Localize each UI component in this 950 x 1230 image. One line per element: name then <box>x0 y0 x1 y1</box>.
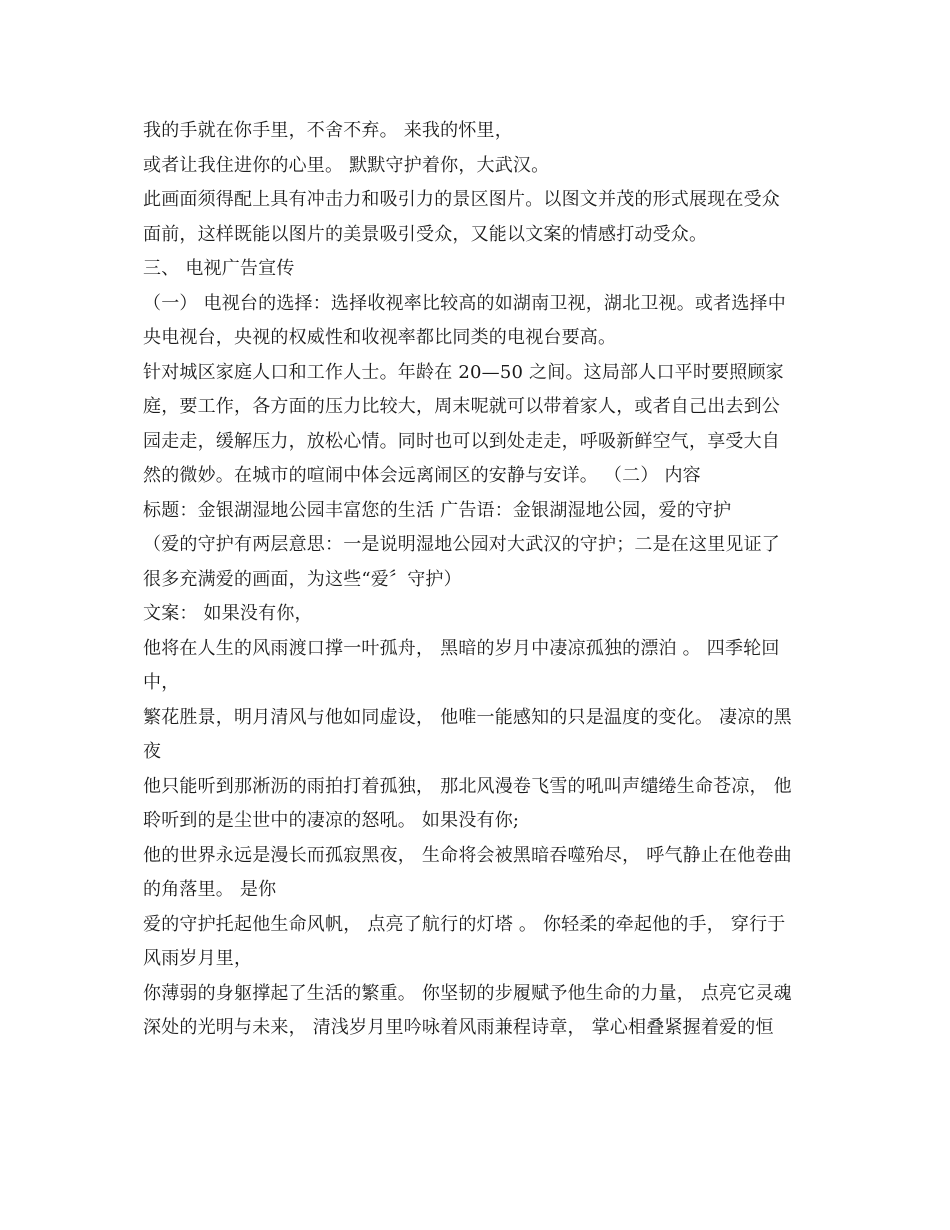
text-line: 或者让我住进你的心里。 默默守护着你，大武汉。 <box>143 154 550 176</box>
text-line: 我的手就在你手里，不舍不弃。 来我的怀里， <box>143 120 513 141</box>
text-line: 此画面须得配上具有冲击力和吸引力的景区图片。以图文并茂的形式展现在受众 <box>143 189 780 210</box>
text-line: （爱的守护有两层意思：一是说明湿地公园对大武汉的守护；二是在这里见证了 <box>143 534 780 555</box>
text-line: 爱的守护托起他生命风帆， 点亮了航行的灯塔 。 你轻柔的牵起他的手， 穿行于 <box>143 913 786 935</box>
text-line: 他只能听到那淅沥的雨拍打着孤独， 那北风漫卷飞雪的吼叫声缱绻生命苍凉， 他 <box>143 775 792 797</box>
text-line: 的角落里。 是你 <box>143 879 277 900</box>
text-line: 风雨岁月里， <box>143 948 253 969</box>
text-line: 他将在人生的风雨渡口撑一叶孤舟， 黑暗的岁月中凄凉孤独的漂泊 。 四季轮回 <box>143 637 780 659</box>
text-line: 他的世界永远是漫长而孤寂黑夜， 生命将会被黑暗吞噬殆尽， 呼气静止在他卷曲 <box>143 844 792 866</box>
text-line: 央电视台，央视的权威性和收视率都比同类的电视台要高。 <box>143 327 617 348</box>
text-line: 聆听到的是尘世中的凄凉的怒吼。 如果没有你; <box>143 810 520 831</box>
text-line: 繁花胜景，明月清风与他如同虚设， 他唯一能感知的只是温度的变化。 凄凉的黑 <box>143 706 792 728</box>
text-line: 深处的光明与未来， 清浅岁月里吟咏着风雨兼程诗章， 掌心相叠紧握着爱的恒 <box>143 1017 774 1038</box>
text-line: 庭，要工作，各方面的压力比较大，周末呢就可以带着家人，或者自己出去到公 <box>143 396 780 417</box>
document-body <box>143 114 813 1046</box>
text-line: 文案： 如果没有你， <box>143 603 313 624</box>
text-line: 园走走，缓解压力，放松心情。同时也可以到处走走，呼吸新鲜空气，享受大自 <box>143 430 780 452</box>
text-line: 面前，这样既能以图片的美景吸引受众，又能以文案的情感打动受众。 <box>143 223 708 245</box>
text-line: 针对城区家庭人口和工作人士。年龄在 20—50 之间。这局部人口平时要照顾家 <box>143 361 784 383</box>
text-line: （一） 电视台的选择：选择收视率比较高的如湖南卫视，湖北卫视。或者选择中 <box>143 292 786 314</box>
text-line: 标题：金银湖湿地公园丰富您的生活 广告语：金银湖湿地公园，爱的守护 <box>143 499 732 521</box>
text-line: 夜 <box>143 741 162 762</box>
text-line: 很多充满爱的画面，为这些“爱〞守护） <box>143 568 462 590</box>
text-line: 中， <box>143 672 180 693</box>
text-line: 然的微妙。在城市的喧闹中体会远离闹区的安静与安详。 （二） 内容 <box>143 465 701 486</box>
text-line: 你薄弱的身躯撑起了生活的繁重。 你坚韧的步履赋予他生命的力量， 点亮它灵魂 <box>143 982 792 1004</box>
section-heading: 三、 电视广告宣传 <box>143 258 295 279</box>
